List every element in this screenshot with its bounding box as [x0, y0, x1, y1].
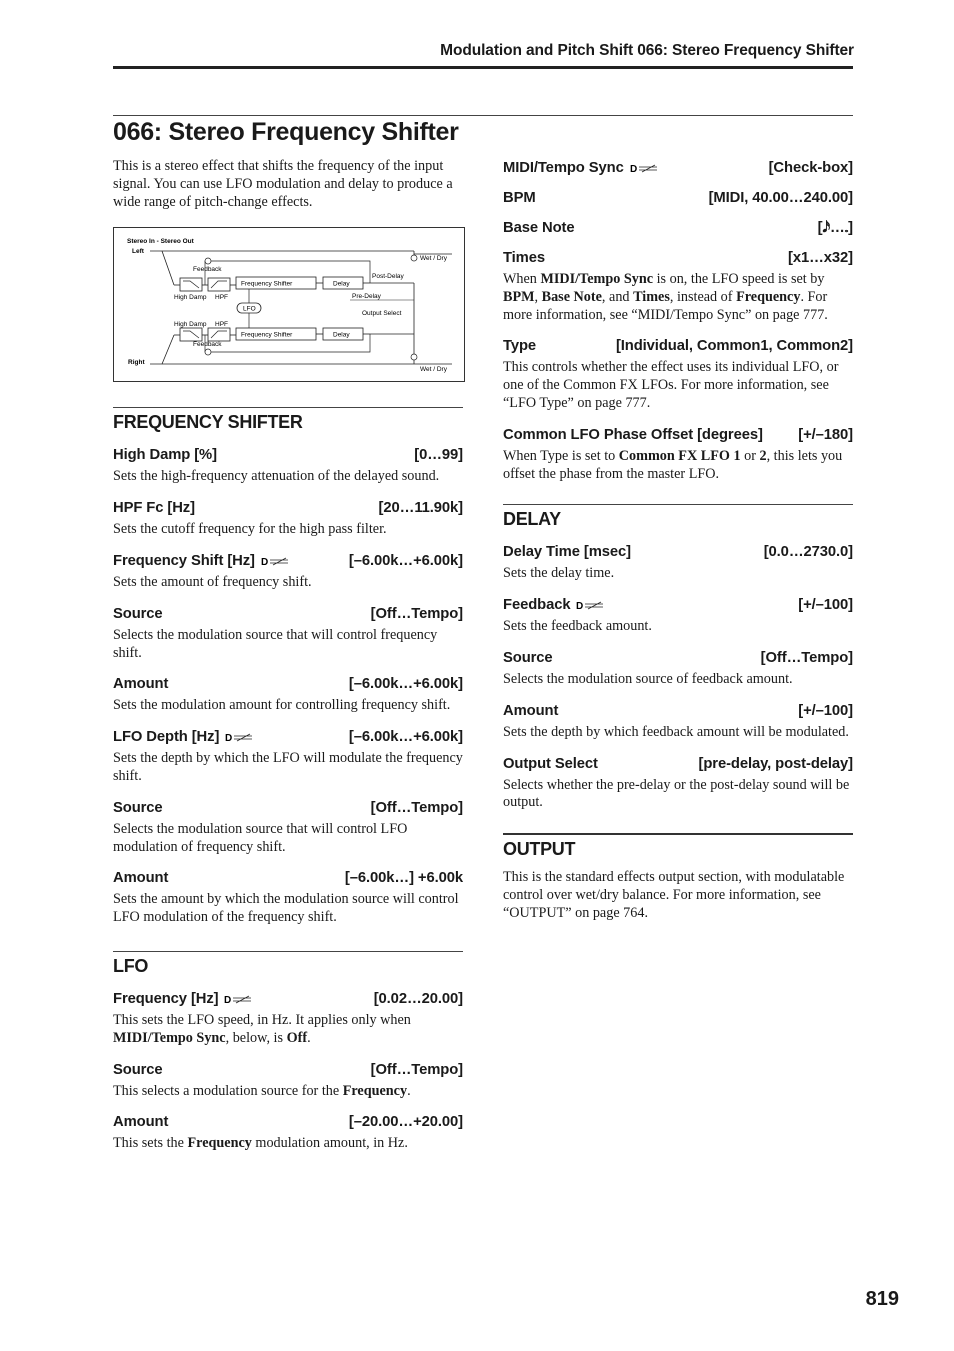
param-name: Times	[503, 250, 545, 266]
param-name: Source	[113, 605, 163, 622]
param-desc: Sets the delay time.	[503, 565, 615, 582]
param-name: LFO Depth [Hz] D	[113, 729, 253, 745]
param-range: [Off…Tempo]	[370, 605, 463, 622]
dmod-icon	[630, 162, 658, 174]
param-name: MIDI/Tempo Sync	[503, 160, 624, 176]
param-desc: Sets the cutoff frequency for the high pass filter.	[113, 521, 387, 538]
param-bpm	[503, 190, 853, 206]
param-range: [Check-box]	[768, 160, 853, 176]
param-name: Type	[503, 338, 537, 355]
wet-dry-label-top: Wet / Dry	[420, 255, 447, 263]
dmod-icon	[261, 555, 289, 567]
param-desc: Selects the modulation source that will control LFO modulation of frequency shift.	[113, 820, 408, 855]
diagram-right-label: Right	[128, 359, 145, 367]
param-range: [–6.00k…] +6.00k	[344, 870, 463, 887]
output-select-label: Output Select	[362, 310, 402, 318]
post-delay-label: Post-Delay	[372, 273, 404, 281]
param-lfo-source	[113, 1062, 463, 1078]
hpf-block-top	[208, 278, 230, 291]
page-number: 819	[865, 1288, 899, 1310]
diagram-title: Stereo In - Stereo Out	[127, 238, 194, 246]
param-range: [Individual, Common1, Common2]	[615, 338, 853, 355]
param-range: [–6.00k…+6.00k]	[348, 676, 463, 693]
running-header: Modulation and Pitch Shift 066: Stereo Frequency Shifter	[440, 42, 854, 59]
section-heading-output: OUTPUT	[503, 833, 853, 860]
param-name: Frequency Shift [Hz] D	[113, 553, 289, 569]
param-name: Source	[113, 799, 163, 816]
intro-text: This is a stereo effect that shifts the frequency of the input signal. You can use LFO modulation and delay to produce a wide range of pitch-change effects.	[113, 158, 453, 210]
param-range: [0.02…20.00]	[373, 990, 463, 1007]
frequency-shifter-params	[113, 447, 463, 927]
param-row	[113, 870, 463, 886]
param-name: Feedback D	[503, 597, 604, 613]
output-desc: This is the standard effects output section, with modulatable control over wet/dry balance. For more information, see “OUTPUT” on page 764.	[503, 869, 845, 921]
param-desc: Selects whether the pre-delay or the post-delay sound will be output.	[503, 776, 850, 811]
param-name: Base Note	[503, 220, 575, 236]
high-damp-block-bottom	[180, 328, 202, 341]
param-range: [x1…x32]	[788, 250, 853, 266]
param-desc: This sets the LFO speed, in Hz. It applies only when MIDI/Tempo Sync, below, is Off.	[113, 1011, 411, 1046]
param-range: [Off…Tempo]	[370, 799, 463, 816]
title-rule	[113, 115, 853, 116]
param-lfo-frequency	[113, 991, 463, 1007]
header-rule	[113, 66, 853, 69]
param-desc: Sets the amount by which the modulation source will control LFO modulation of the frequency shift.	[113, 891, 459, 926]
delay-params	[503, 544, 853, 812]
feedback-label-bottom: Feedback	[193, 341, 222, 349]
param-name: High Damp [%]	[113, 447, 217, 464]
param-desc: Sets the depth by which feedback amount will be modulated.	[503, 723, 849, 740]
param-name: Delay Time [msec]	[503, 544, 631, 561]
param-desc: When MIDI/Tempo Sync is on, the LFO speed is set by BPM, Base Note, and Times, instead of Frequency. For more information, see “MIDI/Tempo Sync” on page 777.	[503, 271, 828, 323]
param-range: [Off…Tempo]	[370, 1061, 463, 1078]
param-range: [0…99]	[414, 447, 463, 464]
diagram-left-label: Left	[132, 248, 144, 256]
param-row	[113, 800, 463, 816]
param-row	[503, 650, 853, 666]
param-row	[113, 500, 463, 516]
param-name: HPF Fc [Hz]	[113, 500, 195, 517]
param-range: [–20.00…+20.00]	[348, 1114, 463, 1131]
param-row	[503, 544, 853, 560]
dmod-icon	[576, 599, 604, 611]
svg-text:D: D	[225, 733, 233, 744]
param-row	[113, 553, 463, 569]
param-row	[113, 676, 463, 692]
delay-label-bottom: Delay	[333, 331, 350, 339]
freq-shifter-label-top: Frequency Shifter	[241, 280, 293, 288]
param-range: [pre-delay, post-delay]	[698, 755, 853, 772]
svg-text:D: D	[260, 556, 268, 567]
param-desc: Sets the amount of frequency shift.	[113, 573, 312, 590]
param-desc: Sets the modulation amount for controlling frequency shift.	[113, 697, 451, 714]
signal-flow-diagram	[113, 227, 465, 382]
param-range: [20…11.90k]	[378, 500, 463, 517]
param-range: [0.0…2730.0]	[763, 544, 853, 561]
svg-text:D: D	[576, 601, 584, 612]
section-heading-lfo: LFO	[113, 951, 463, 977]
param-row	[113, 606, 463, 622]
param-range: [+/–100]	[798, 597, 853, 614]
param-name: Source	[113, 1061, 163, 1078]
hpf-block-bottom	[208, 328, 230, 341]
param-common-lfo-phase	[503, 427, 853, 443]
whole-note-icon: 𝅝	[844, 224, 849, 234]
param-row	[113, 447, 463, 463]
param-base-note	[503, 220, 853, 236]
param-row	[113, 729, 463, 745]
param-range: [+/–180]	[798, 426, 853, 443]
right-column	[503, 158, 853, 923]
freq-shifter-label-bottom: Frequency Shifter	[241, 331, 293, 339]
param-name: Output Select	[503, 755, 598, 772]
param-range: [MIDI, 40.00…240.00]	[708, 190, 853, 206]
param-name: Frequency [Hz]	[113, 990, 219, 1007]
pre-delay-label: Pre-Delay	[352, 293, 381, 301]
param-desc: Selects the modulation source that will control frequency shift.	[113, 626, 438, 661]
high-damp-block-top	[180, 278, 202, 291]
param-range: [–6.00k…+6.00k]	[348, 552, 463, 569]
section-heading-frequency-shifter: FREQUENCY SHIFTER	[113, 407, 463, 433]
dmod-icon	[224, 993, 252, 1005]
param-desc: Sets the depth by which the LFO will modulate the frequency shift.	[113, 750, 463, 784]
param-row	[503, 597, 853, 613]
param-desc: This controls whether the effect uses its individual LFO, or one of the Common FX LFOs. For more information, see “LFO Type” on page 777.	[503, 359, 839, 411]
param-range: [–6.00k…+6.00k]	[348, 729, 463, 746]
lfo-label: LFO	[243, 305, 256, 313]
param-desc: When Type is set to Common FX LFO 1 or 2, this lets you offset the phase from the master LFO.	[503, 447, 843, 482]
high-damp-label-bottom: High Damp	[174, 321, 207, 329]
hpf-label-top: HPF	[215, 294, 228, 302]
param-times	[503, 250, 853, 266]
svg-text:D: D	[224, 994, 232, 1005]
param-row	[503, 703, 853, 719]
svg-text:D: D	[629, 164, 637, 174]
param-lfo-amount	[113, 1114, 463, 1130]
param-type	[503, 338, 853, 354]
param-name: Amount	[113, 1114, 169, 1131]
hpf-label-bottom: HPF	[215, 321, 228, 329]
left-column	[113, 158, 463, 1153]
param-name: Common LFO Phase Offset [degrees]	[503, 426, 763, 443]
dmod-icon	[225, 731, 253, 743]
param-row	[503, 756, 853, 772]
param-midi-tempo-sync	[503, 160, 853, 176]
param-desc: Sets the feedback amount.	[503, 618, 652, 635]
delay-label-top: Delay	[333, 280, 350, 288]
param-range: [Off…Tempo]	[760, 649, 853, 666]
param-name: Source	[503, 649, 553, 666]
param-name: Amount	[503, 702, 559, 719]
feedback-label-top: Feedback	[193, 266, 222, 274]
param-range: [𝅘𝅥𝅯…𝅝]	[817, 220, 853, 236]
sixteenth-note-icon: 𝅘𝅥𝅯	[822, 220, 830, 236]
wet-dry-label-bottom: Wet / Dry	[420, 366, 447, 374]
param-desc: Selects the modulation source of feedback amount.	[503, 670, 793, 687]
param-desc: This selects a modulation source for the Frequency.	[113, 1082, 411, 1099]
param-desc: This sets the Frequency modulation amount, in Hz.	[113, 1135, 408, 1152]
param-name: Amount	[113, 870, 169, 887]
high-damp-label-top: High Damp	[174, 294, 207, 302]
section-heading-delay: DELAY	[503, 504, 853, 530]
diagram-svg	[114, 228, 464, 381]
param-name: BPM	[503, 190, 536, 206]
page-title: 066: Stereo Frequency Shifter	[113, 118, 459, 146]
param-desc: Sets the high-frequency attenuation of the delayed sound.	[113, 468, 440, 485]
param-range: [+/–100]	[798, 702, 853, 719]
param-name: Amount	[113, 676, 169, 693]
